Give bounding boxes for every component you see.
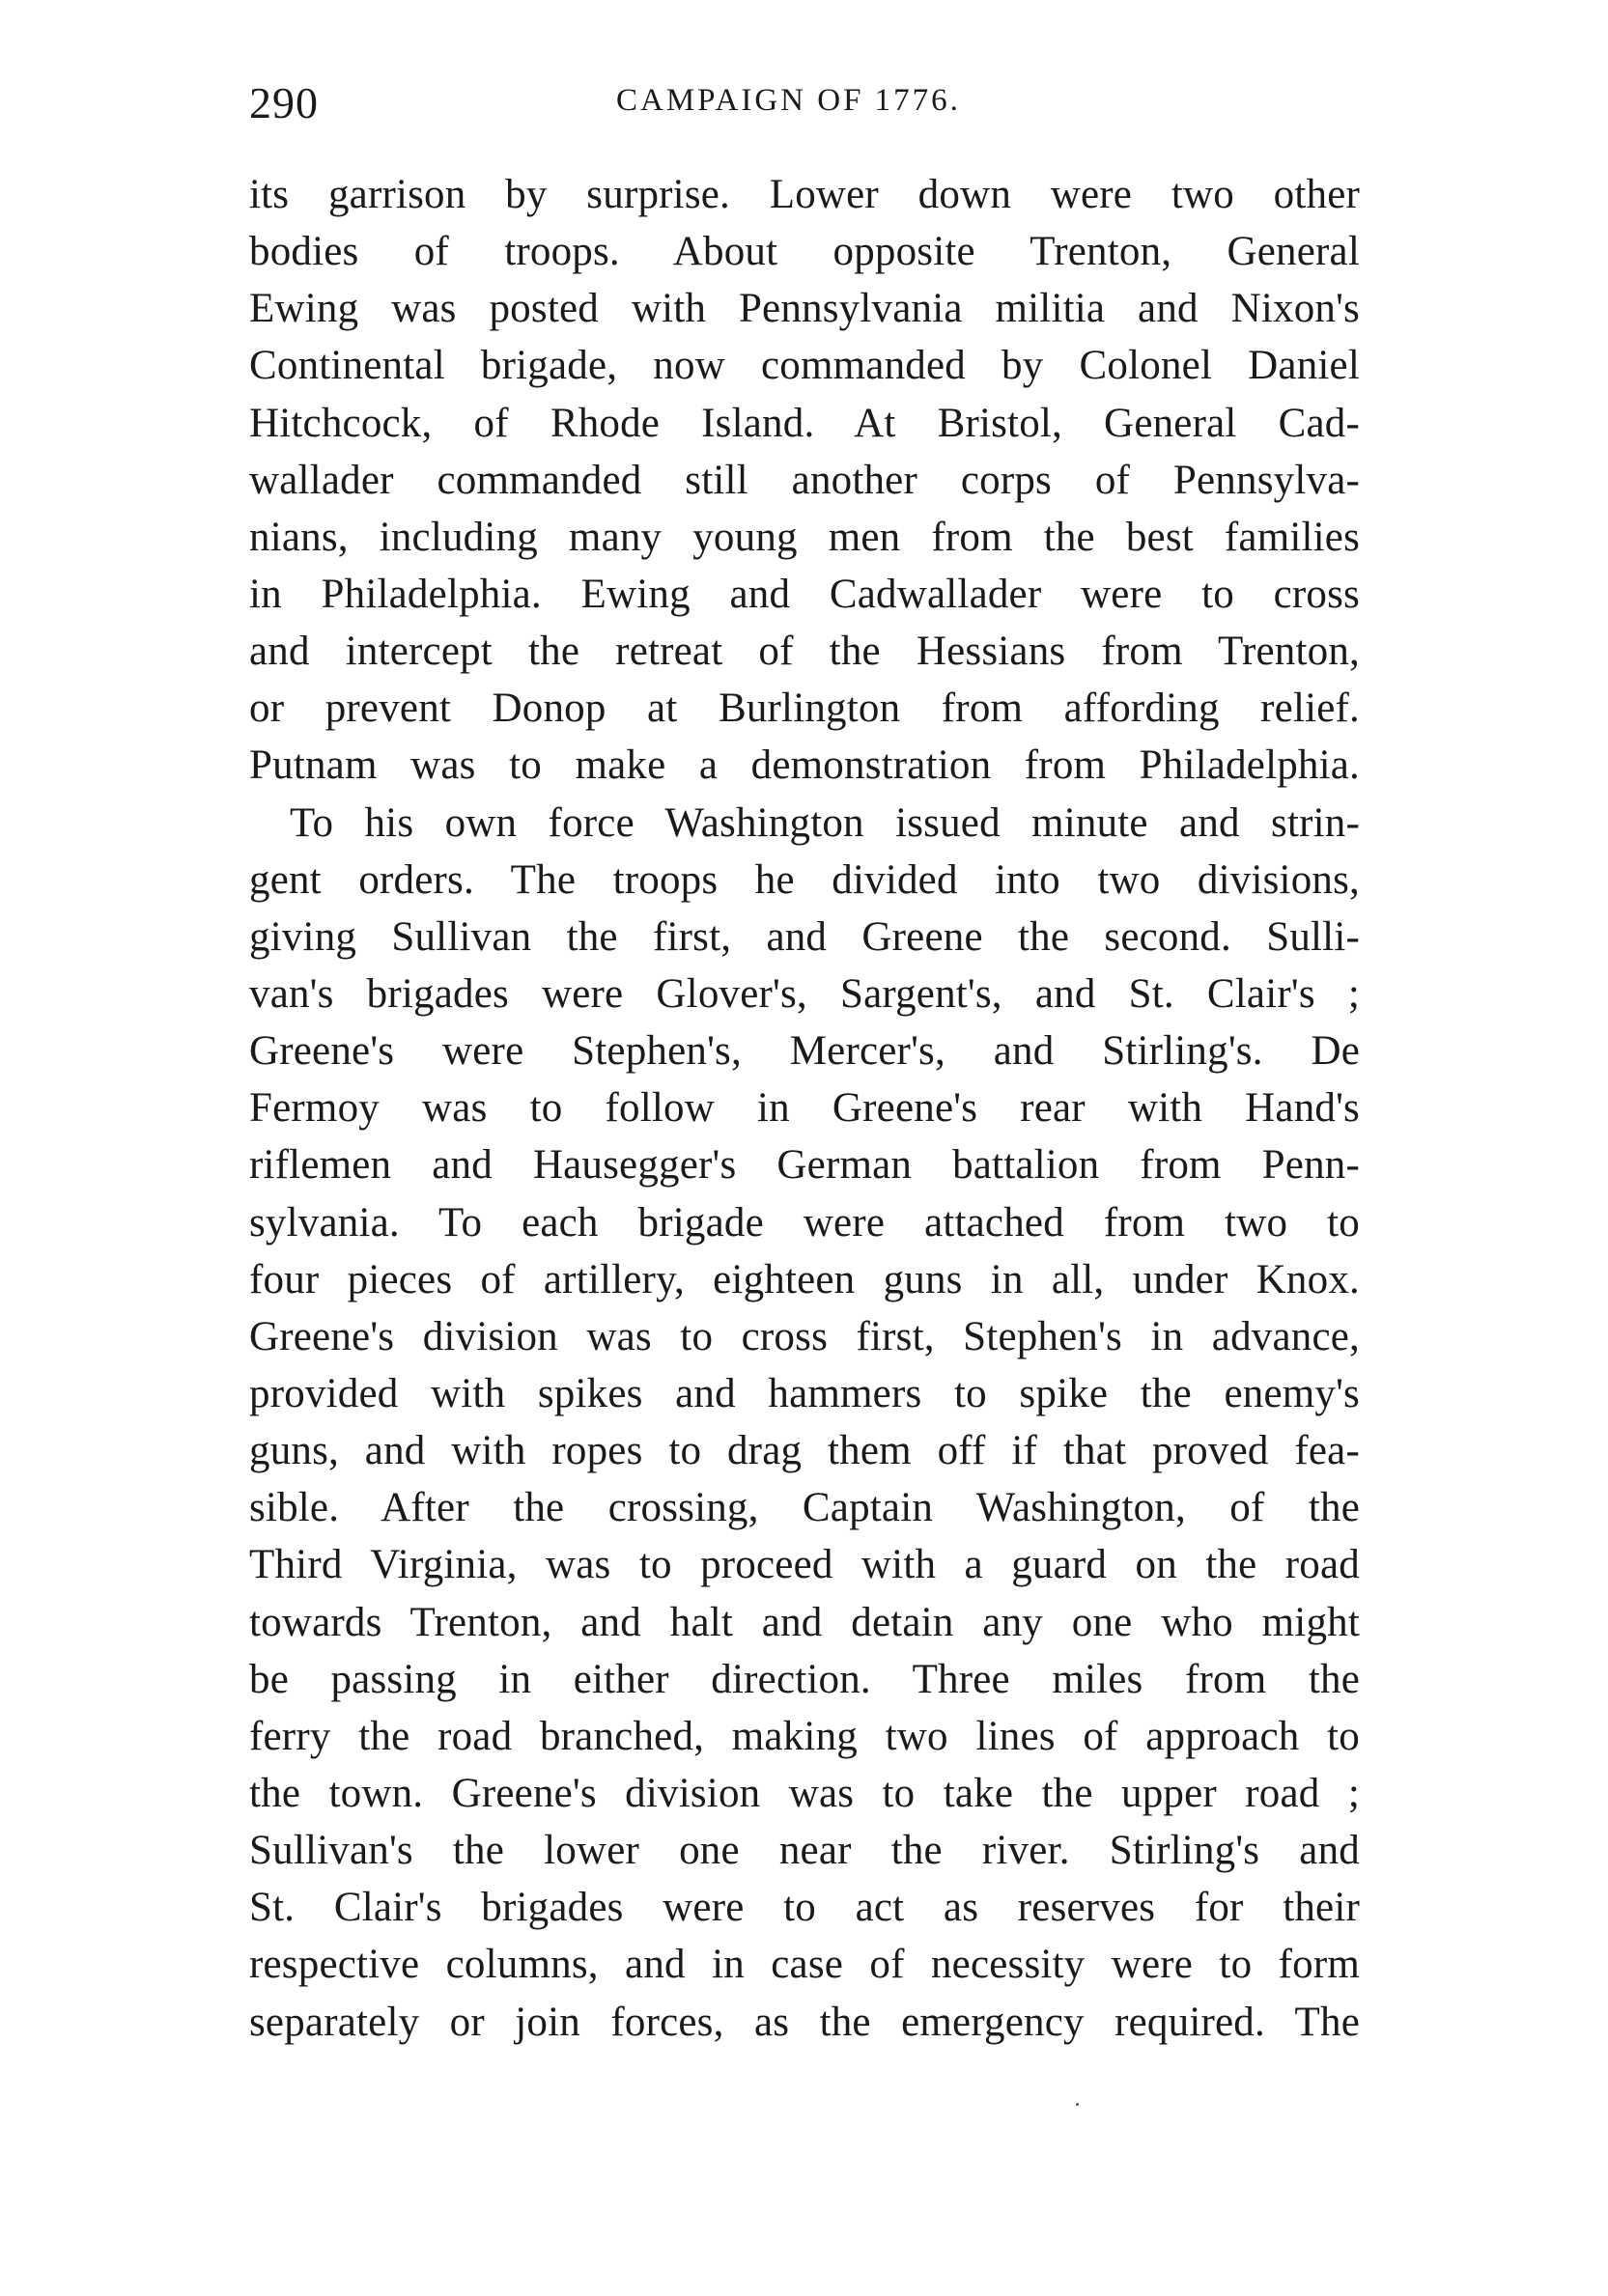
paragraph-start-line: To his own force Washington issued minute and strin- bbox=[290, 799, 1360, 846]
page-number: 290 bbox=[249, 78, 319, 127]
text-line: sible. After the crossing, Captain Washington, of the bbox=[249, 1485, 1360, 1531]
text-line: ferry the road branched, making two lines of approach to bbox=[249, 1713, 1360, 1759]
text-line: Putnam was to make a demonstration from Philadelphia. bbox=[249, 742, 1360, 789]
text-line: or prevent Donop at Burlington from affording relief. bbox=[249, 686, 1360, 732]
running-title: CAMPAIGN OF 1776. bbox=[616, 83, 961, 118]
text-line: sylvania. To each brigade were attached from two to bbox=[249, 1199, 1360, 1246]
paper-speck bbox=[1076, 2103, 1079, 2106]
text-line: riflemen and Hausegger's German battalion from Penn- bbox=[249, 1142, 1360, 1189]
text-line: Sullivan's the lower one near the river. Stirling's and bbox=[249, 1828, 1360, 1874]
text-line: St. Clair's brigades were to act as reserves for their bbox=[249, 1885, 1360, 1931]
text-line: wallader commanded still another corps of Pennsylva- bbox=[249, 457, 1360, 503]
text-line: respective columns, and in case of necessity were to form bbox=[249, 1942, 1360, 1988]
text-line: its garrison by surprise. Lower down were two other bbox=[249, 172, 1360, 217]
text-line: Hitchcock, of Rhode Island. At Bristol, General Cad- bbox=[249, 400, 1360, 446]
text-line: bodies of troops. About opposite Trenton, General bbox=[249, 229, 1360, 275]
text-line: giving Sullivan the first, and Greene the second. Sulli- bbox=[249, 913, 1360, 960]
text-line: in Philadelphia. Ewing and Cadwallader were to cross bbox=[249, 571, 1360, 617]
text-line: guns, and with ropes to drag them off if that proved fea- bbox=[249, 1428, 1360, 1474]
text-line: and intercept the retreat of the Hessians from Trenton, bbox=[249, 629, 1360, 675]
text-line: nians, including many young men from the best families bbox=[249, 514, 1360, 560]
text-line: Greene's were Stephen's, Mercer's, and Stirling's. De bbox=[249, 1028, 1360, 1075]
text-line: Ewing was posted with Pennsylvania militia and Nixon's bbox=[249, 286, 1360, 332]
text-line: the town. Greene's division was to take the upper road ; bbox=[249, 1770, 1360, 1816]
text-line: Continental brigade, now commanded by Colonel Daniel bbox=[249, 343, 1360, 389]
text-line: gent orders. The troops he divided into two divisions, bbox=[249, 856, 1360, 903]
text-line: be passing in either direction. Three miles from the bbox=[249, 1656, 1360, 1702]
body-text bbox=[249, 166, 1360, 2051]
text-line: provided with spikes and hammers to spike the enemy's bbox=[249, 1370, 1360, 1416]
text-line: towards Trenton, and halt and detain any one who might bbox=[249, 1599, 1360, 1645]
text-line: Fermoy was to follow in Greene's rear with Hand's bbox=[249, 1085, 1360, 1132]
running-head bbox=[249, 77, 1360, 145]
text-line: Greene's division was to cross first, Stephen's in advance, bbox=[249, 1313, 1360, 1359]
text-line: Third Virginia, was to proceed with a guard on the road bbox=[249, 1542, 1360, 1588]
text-line: separately or join forces, as the emergency required. The bbox=[249, 1999, 1360, 2045]
text-line: four pieces of artillery, eighteen guns in all, under Knox. bbox=[249, 1256, 1360, 1302]
text-line: van's brigades were Glover's, Sargent's, and St. Clair's ; bbox=[249, 970, 1360, 1017]
